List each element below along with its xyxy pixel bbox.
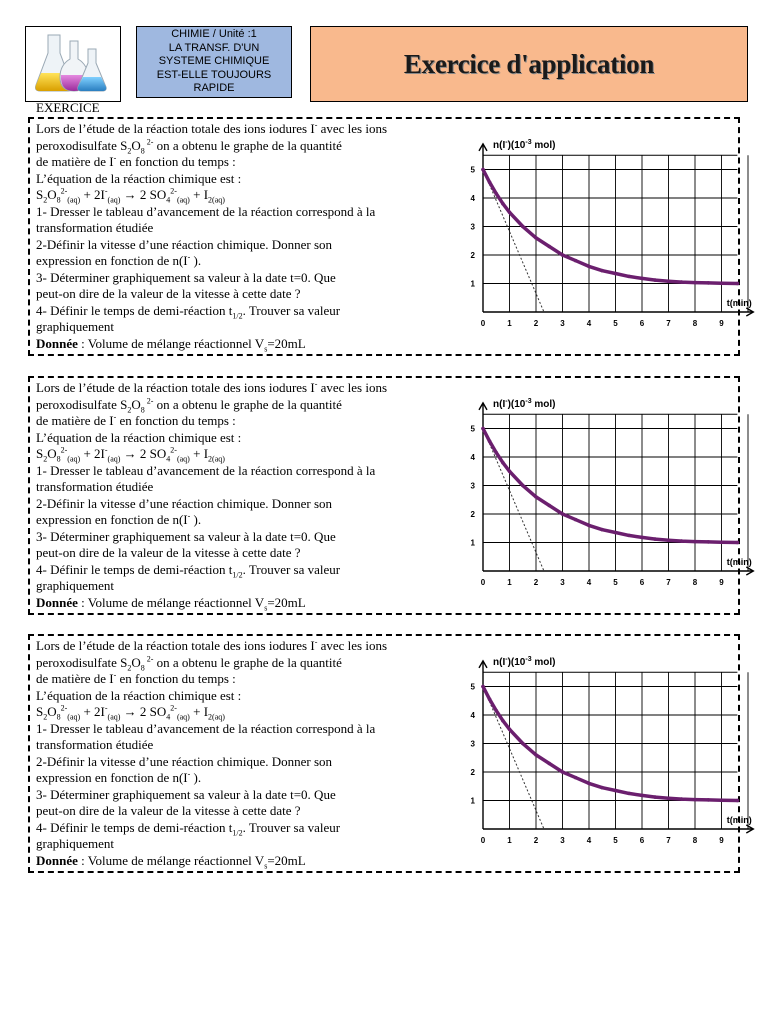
intro-line: peroxodisulfate $S_2O_8$ $^{2-}$ on a obtenu le graphe de la quantité: [36, 396, 342, 415]
data-point: [481, 427, 485, 431]
question-3-cont: peut-on dire de la valeur de la vitesse à cette date ?: [36, 286, 301, 301]
data-point: [587, 524, 591, 528]
question-4-cont: graphiquement: [36, 319, 114, 334]
x-tick-label: 3: [560, 319, 565, 328]
exercise-box: [28, 634, 752, 873]
data-point: [488, 440, 492, 444]
tangent-line: [483, 687, 544, 830]
x-tick-label: 4: [586, 578, 592, 587]
intro-line: Lors de l’étude de la réaction totale des ions iodures I- avec les ions: [36, 637, 388, 653]
y-tick-label: 3: [470, 222, 475, 232]
y-tick-label: 4: [470, 711, 475, 720]
x-tick-label: 1: [507, 836, 512, 845]
data-point: [693, 798, 697, 802]
x-tick-label: 2: [533, 319, 539, 328]
data-point: [680, 797, 684, 801]
y-tick-label: 1: [470, 538, 475, 548]
question-2: 2-Définir la vitesse d’une réaction chimique. Donner son: [36, 753, 333, 769]
y-tick-label: 5: [470, 165, 475, 175]
data-point: [640, 277, 644, 281]
y-tick-label: 4: [470, 453, 475, 462]
question-1-cont: transformation étudiée: [36, 220, 154, 235]
question-3: 3- Déterminer graphiquement sa valeur à la date t=0. Que: [36, 269, 336, 285]
data-point: [508, 469, 512, 473]
intro-line: Lors de l’étude de la réaction totale des ions iodures I- avec les ions: [36, 120, 388, 136]
x-tick-label: 2: [533, 836, 539, 845]
data-point: [488, 698, 492, 702]
question-4-cont: graphiquement: [36, 836, 114, 851]
data-point: [587, 782, 591, 786]
unit-line: RAPIDE: [193, 82, 235, 94]
data-point: [706, 540, 710, 544]
x-tick-label: 8: [692, 319, 698, 328]
data-point: [481, 685, 485, 689]
data-point: [667, 796, 671, 800]
data-point: [667, 279, 671, 283]
chart-svg: [430, 137, 752, 337]
x-tick-label: 5: [613, 836, 618, 845]
chart: [430, 137, 752, 342]
data-point: [574, 259, 578, 263]
tangent-line: [483, 170, 544, 313]
y-tick-label: 1: [470, 279, 475, 289]
x-tick-label: 3: [560, 836, 565, 845]
y-tick-label: 2: [470, 251, 475, 260]
question-1: 1- Dresser le tableau d’avancement de la réaction correspond à la: [36, 203, 376, 219]
intro-line: Lors de l’étude de la réaction totale des ions iodures I- avec les ions: [36, 379, 388, 395]
question-1-cont: transformation étudiée: [36, 479, 154, 494]
data-point: [534, 495, 538, 499]
question-1: 1- Dresser le tableau d’avancement de la réaction correspond à la: [36, 462, 376, 478]
y-axis-label: $n(I^-)(10^{-3}$ mol): [493, 138, 556, 151]
page-title: Exercice d'application: [403, 48, 655, 79]
exercise-label: EXERCICE: [36, 100, 100, 115]
x-tick-label: 7: [666, 319, 671, 328]
x-tick-label: 0: [480, 319, 486, 328]
data-point: [736, 799, 740, 803]
data-point: [574, 776, 578, 780]
data-point: [736, 282, 740, 286]
question-1-cont: transformation étudiée: [36, 737, 154, 752]
x-tick-label: 9: [719, 319, 724, 328]
question-3-cont: peut-on dire de la valeur de la vitesse à cette date ?: [36, 803, 301, 818]
data-point: [494, 192, 498, 196]
title-box: [310, 26, 748, 102]
data-point: [587, 265, 591, 269]
data-point: [561, 512, 565, 516]
data-point: [488, 181, 492, 185]
data-point: [574, 518, 578, 522]
chart-svg: [430, 654, 752, 854]
x-tick-label: 6: [639, 836, 645, 845]
data-point: [720, 798, 724, 802]
data-point: [680, 280, 684, 284]
data-point: [600, 786, 604, 790]
data-point: [653, 278, 657, 282]
data-point: [640, 794, 644, 798]
y-tick-label: 4: [470, 194, 475, 203]
intro-line: de matière de I- en fonction du temps :: [36, 412, 236, 428]
data-point: [667, 538, 671, 542]
data-point: [706, 798, 710, 802]
x-tick-label: 6: [639, 319, 645, 328]
data-point: [720, 281, 724, 285]
data-point: [653, 795, 657, 799]
question-4-cont: graphiquement: [36, 578, 114, 593]
unit-line: SYSTEME CHIMIQUE: [158, 55, 270, 67]
x-tick-label: 1: [507, 319, 512, 328]
x-tick-label: 4: [586, 319, 592, 328]
x-tick-label: 7: [666, 578, 671, 587]
exercise-text: [36, 121, 426, 352]
data-point: [600, 528, 604, 532]
data-point: [736, 541, 740, 545]
data-point: [494, 451, 498, 455]
y-axis-label: $n(I^-)(10^{-3}$ mol): [493, 655, 556, 668]
x-tick-label: 7: [666, 836, 671, 845]
data-point: [614, 272, 618, 276]
data-point: [627, 534, 631, 538]
x-tick-label: 0: [480, 578, 486, 587]
y-tick-label: 3: [470, 739, 475, 749]
y-axis-label: $n(I^-)(10^{-3}$ mol): [493, 397, 556, 410]
question-2-cont: expression en fonction de n(I- ).: [36, 252, 202, 268]
data-point: [680, 539, 684, 543]
equation-intro: L’équation de la réaction chimique est :: [36, 687, 242, 703]
x-tick-label: 5: [613, 578, 618, 587]
y-tick-label: 3: [470, 481, 475, 491]
unit-line: EST-ELLE TOUJOURS: [156, 68, 272, 81]
x-tick-label: 2: [533, 578, 539, 587]
chemical-equation: $S_2O_8^{2-}_{(aq)} + 2I^-_{(aq)} \to 2$ $SO_4^{2-}_{(aq)} + I_{2(aq)}$: [36, 445, 225, 464]
data-point: [720, 540, 724, 544]
x-tick-label: 4: [586, 836, 592, 845]
data-point: [508, 727, 512, 731]
y-tick-label: 2: [470, 510, 475, 519]
question-4: 4- Définir le temps de demi-réaction $t_{1/2}$. Trouver sa valeur: [36, 819, 341, 838]
data-point: [627, 792, 631, 796]
donnee-line: Donnée : Volume de mélange réactionnel $V_s=20mL$: [36, 594, 306, 613]
chemical-equation: $S_2O_8^{2-}_{(aq)} + 2I^-_{(aq)} \to 2$ $SO_4^{2-}_{(aq)} + I_{2(aq)}$: [36, 703, 225, 722]
exercise-text: [36, 638, 426, 869]
question-3: 3- Déterminer graphiquement sa valeur à la date t=0. Que: [36, 786, 336, 802]
x-tick-label: 6: [639, 578, 645, 587]
data-point: [534, 753, 538, 757]
question-3: 3- Déterminer graphiquement sa valeur à la date t=0. Que: [36, 528, 336, 544]
x-tick-label: 8: [692, 836, 698, 845]
unit-line: LA TRANSF. D'UN: [168, 41, 260, 54]
data-point: [706, 281, 710, 285]
data-point: [494, 709, 498, 713]
question-4: 4- Définir le temps de demi-réaction $t_{1/2}$. Trouver sa valeur: [36, 302, 341, 321]
intro-line: de matière de I- en fonction du temps :: [36, 153, 236, 169]
data-point: [640, 536, 644, 540]
data-point: [627, 275, 631, 279]
data-point: [653, 537, 657, 541]
intro-line: peroxodisulfate $S_2O_8$ $^{2-}$ on a obtenu le graphe de la quantité: [36, 137, 342, 156]
unit-box: [136, 26, 292, 98]
data-point: [501, 202, 505, 206]
data-point: [534, 236, 538, 240]
data-point: [547, 762, 551, 766]
question-2: 2-Définir la vitesse d’une réaction chimique. Donner son: [36, 495, 333, 511]
chart: [430, 654, 752, 859]
chart-svg: [430, 396, 752, 596]
question-4: 4- Définir le temps de demi-réaction $t_{1/2}$. Trouver sa valeur: [36, 561, 341, 580]
question-2-cont: expression en fonction de n(I- ).: [36, 511, 202, 527]
data-point: [521, 484, 525, 488]
question-3-cont: peut-on dire de la valeur de la vitesse à cette date ?: [36, 545, 301, 560]
exercise-text: [36, 380, 426, 611]
unit-line: CHIMIE / Unité :1: [171, 28, 257, 40]
donnee-line: Donnée : Volume de mélange réactionnel $V_s=20mL$: [36, 335, 306, 354]
data-point: [547, 504, 551, 508]
data-point: [547, 245, 551, 249]
x-tick-label: 9: [719, 578, 724, 587]
intro-line: peroxodisulfate $S_2O_8$ $^{2-}$ on a obtenu le graphe de la quantité: [36, 654, 342, 673]
chart: [430, 396, 752, 601]
x-tick-label: 9: [719, 836, 724, 845]
exercise-box: [28, 376, 752, 615]
data-point: [561, 770, 565, 774]
data-point: [693, 281, 697, 285]
logo: [25, 26, 121, 102]
data-point: [614, 531, 618, 535]
x-tick-label: 0: [480, 836, 486, 845]
data-point: [614, 789, 618, 793]
question-1: 1- Dresser le tableau d’avancement de la réaction correspond à la: [36, 720, 376, 736]
data-point: [521, 742, 525, 746]
x-tick-label: 8: [692, 578, 698, 587]
data-point: [600, 269, 604, 273]
y-tick-label: 5: [470, 682, 475, 692]
data-point: [521, 225, 525, 229]
x-axis-label: t(min): [726, 557, 752, 567]
equation-intro: L’équation de la réaction chimique est :: [36, 429, 242, 445]
equation-intro: L’équation de la réaction chimique est :: [36, 170, 242, 186]
exercise-box: [28, 117, 752, 356]
x-tick-label: 1: [507, 578, 512, 587]
data-point: [561, 253, 565, 257]
x-tick-label: 3: [560, 578, 565, 587]
chemistry-flasks-icon: [26, 27, 120, 101]
tangent-line: [483, 429, 544, 572]
question-2: 2-Définir la vitesse d’une réaction chimique. Donner son: [36, 236, 333, 252]
donnee-line: Donnée : Volume de mélange réactionnel $V_s=20mL$: [36, 852, 306, 871]
y-tick-label: 2: [470, 768, 475, 777]
chemical-equation: $S_2O_8^{2-}_{(aq)} + 2I^-_{(aq)} \to 2$ $SO_4^{2-}_{(aq)} + I_{2(aq)}$: [36, 186, 225, 205]
x-tick-label: 5: [613, 319, 618, 328]
data-point: [501, 461, 505, 465]
data-point: [501, 719, 505, 723]
data-point: [508, 210, 512, 214]
x-axis-label: t(min): [726, 298, 752, 308]
question-2-cont: expression en fonction de n(I- ).: [36, 769, 202, 785]
y-tick-label: 5: [470, 424, 475, 434]
data-point: [693, 540, 697, 544]
x-axis-label: t(min): [726, 815, 752, 825]
intro-line: de matière de I- en fonction du temps :: [36, 670, 236, 686]
y-tick-label: 1: [470, 796, 475, 806]
data-point: [481, 168, 485, 172]
